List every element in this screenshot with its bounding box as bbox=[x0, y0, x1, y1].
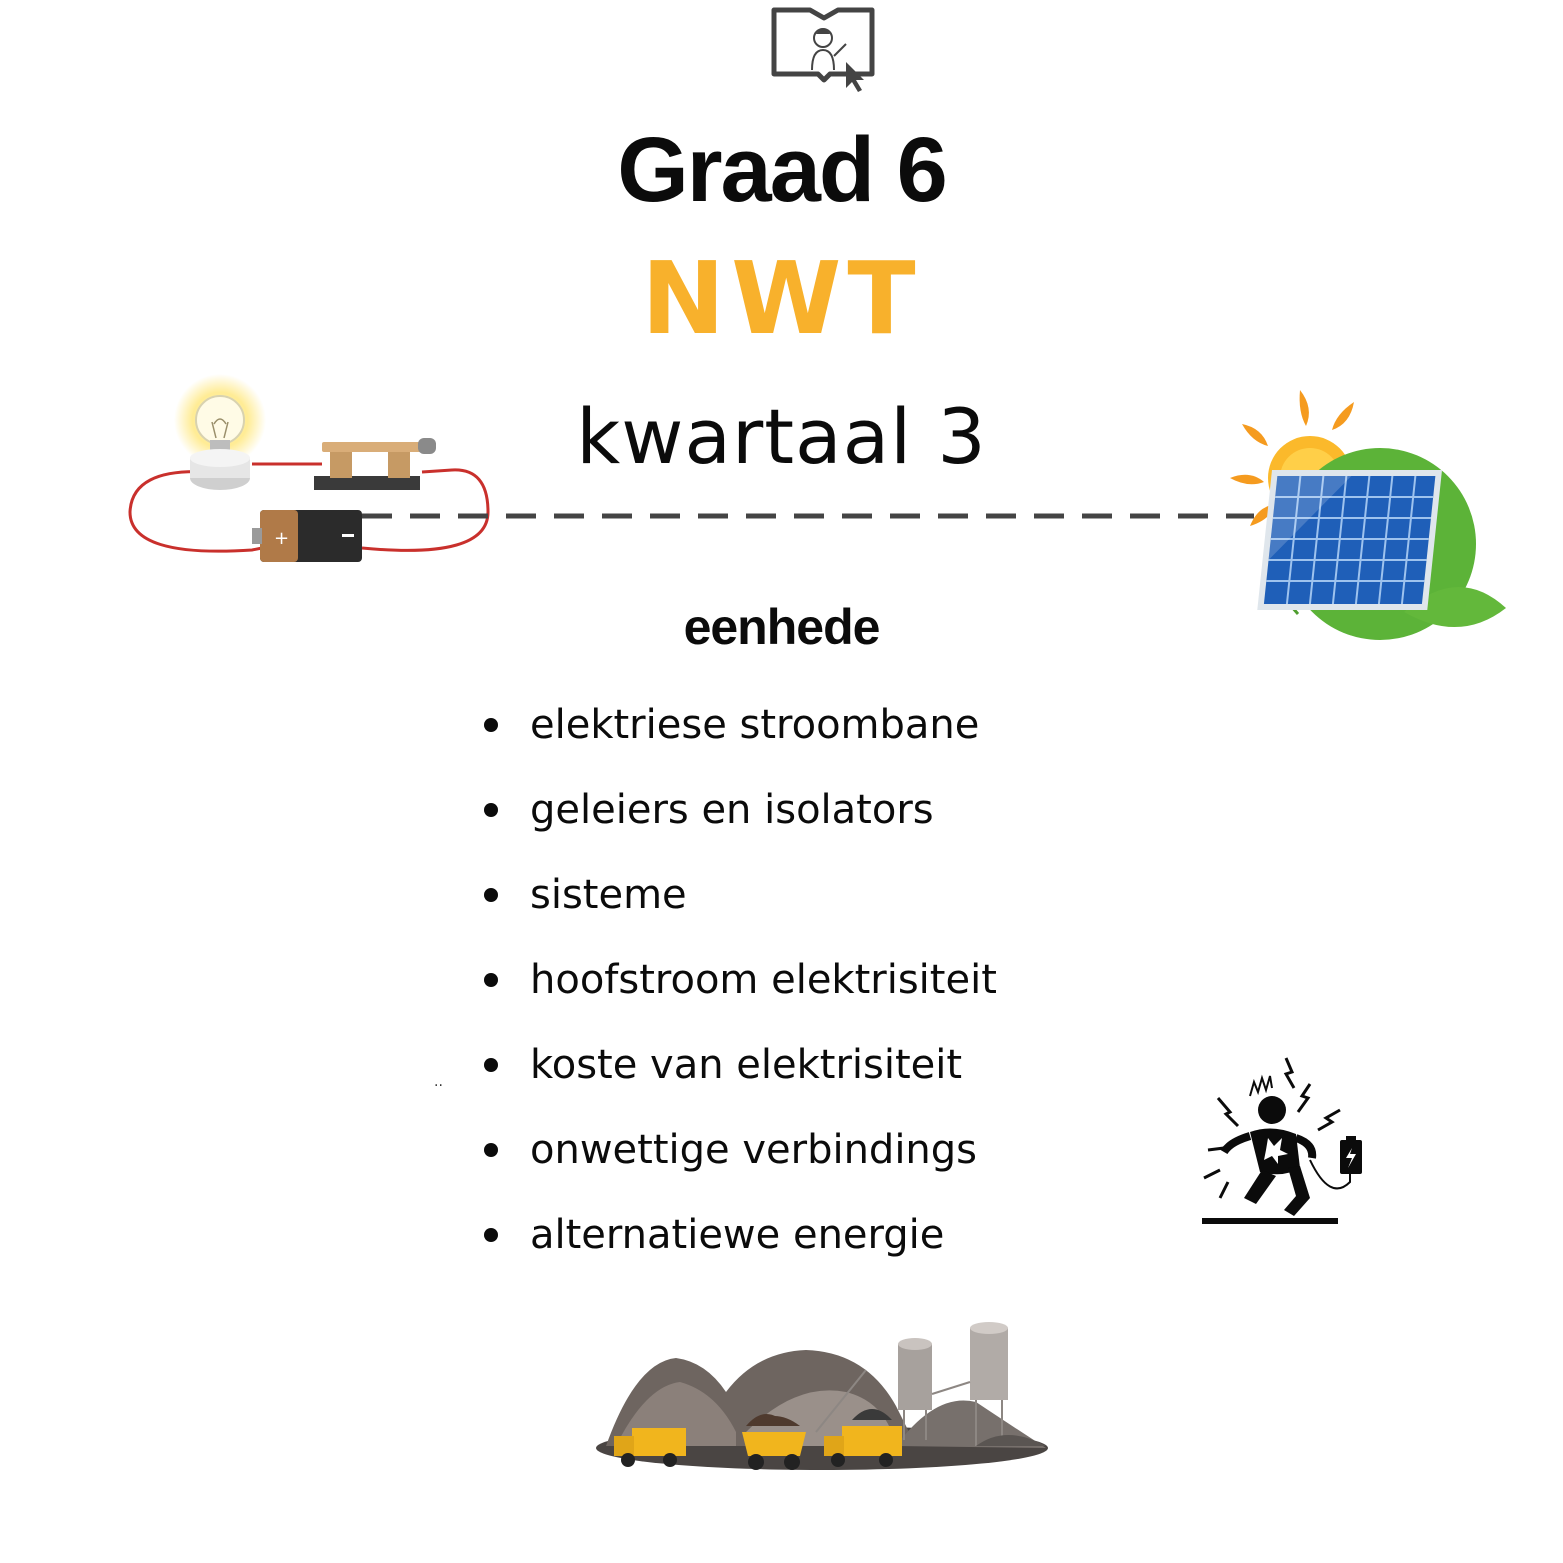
unit-label: alternatiewe energie bbox=[530, 1211, 945, 1258]
bullet-icon bbox=[484, 718, 498, 732]
unit-label: geleiers en isolators bbox=[530, 786, 934, 833]
page-title: Graad 6 bbox=[617, 119, 946, 221]
book-teacher-cursor-icon bbox=[768, 4, 880, 92]
stray-mark: .. bbox=[434, 1074, 443, 1090]
bullet-icon bbox=[484, 1058, 498, 1072]
list-item bbox=[478, 937, 997, 1022]
list-item bbox=[478, 767, 997, 852]
unit-label: sisteme bbox=[530, 871, 687, 918]
electric-circuit-icon bbox=[122, 372, 494, 568]
list-item bbox=[478, 1107, 997, 1192]
subject-title: NWT bbox=[641, 240, 922, 357]
svg-text:+: + bbox=[274, 528, 290, 549]
bullet-icon bbox=[484, 1143, 498, 1157]
coal-mine-icon bbox=[596, 1322, 1048, 1478]
list-item bbox=[478, 852, 997, 937]
bullet-icon bbox=[484, 1228, 498, 1242]
unit-label: onwettige verbindings bbox=[530, 1126, 978, 1173]
list-item bbox=[478, 1192, 997, 1277]
electric-shock-icon bbox=[1200, 1052, 1370, 1232]
bullet-icon bbox=[484, 803, 498, 817]
list-item bbox=[478, 1022, 997, 1107]
units-heading: eenhede bbox=[683, 599, 880, 655]
unit-label: hoofstroom elektrisiteit bbox=[530, 956, 997, 1003]
unit-label: elektriese stroombane bbox=[530, 701, 980, 748]
unit-label: koste van elektrisiteit bbox=[530, 1041, 963, 1088]
units-list bbox=[478, 682, 997, 1277]
list-item bbox=[478, 682, 997, 767]
term-label: kwartaal 3 bbox=[576, 392, 987, 481]
bullet-icon bbox=[484, 888, 498, 902]
dashed-connector bbox=[362, 512, 1254, 520]
bullet-icon bbox=[484, 973, 498, 987]
